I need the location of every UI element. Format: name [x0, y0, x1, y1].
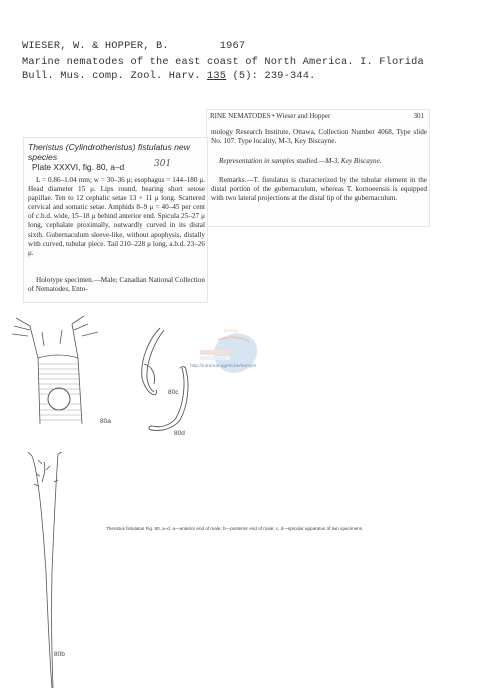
- citation-authors: WIESER, W. & HOPPER, B. 1967: [22, 40, 246, 52]
- species-description: L = 0.86–1.04 mm; w = 30–36 μ; esophagus = 144–180 μ. Head diameter 15 μ. Lips round, bearing short setose papillae. Ten to 12 cephalic setae 13 + 11 μ long. Scattered cervical and somatic setae. Amphids 8–9 μ = 40–45 per cent of c.b.d. wide, 15–18 μ behind anterior end. Spicula 25–27 μ long, cephalate proximally, outwardly curved in its distal sixth. Gubernaculum sleeve-like, without apophysis, distally with curved, tubular piece. Tail 210–228 μ long, a.b.d. 23–26 μ.: [28, 176, 205, 257]
- article-clipping-right: [207, 110, 429, 226]
- citation-title: Marine nematodes of the east coast of North America. I. Florida: [22, 56, 424, 68]
- page-number: 301: [413, 112, 424, 120]
- plate-reference: Plate XXXVI, fig. 80, a–d: [32, 162, 125, 172]
- handwritten-page-number: 301: [154, 159, 172, 169]
- representation-paragraph: Representation in samples studied.—M-3, Key Biscayne.: [219, 157, 382, 165]
- label-80a: 80a: [100, 418, 111, 425]
- figure-caption: Theristus fistulatus Fig. 80, a–d. a—anterior end of male; b—posterior end of male; c, d—spicular apparatus of two specimens.: [106, 526, 364, 531]
- nemys-logo: [196, 320, 276, 380]
- figure-80d-spicule: [142, 364, 202, 444]
- label-80c: 80c: [168, 389, 179, 396]
- label-80b: 80b: [54, 651, 65, 658]
- svg-text:Nemys: Nemys: [224, 328, 239, 333]
- holotype-paragraph: Holotype specimen.—Male; Canadian National Collection of Nematodes, Ento-: [28, 276, 205, 294]
- article-clipping-left: [24, 138, 207, 302]
- running-head: RINE NEMATODES • Wieser and Hopper 301: [210, 112, 424, 120]
- label-80d: 80d: [174, 430, 185, 437]
- citation-volume: 135: [207, 70, 227, 82]
- figure-80a-anterior-end: [8, 316, 118, 426]
- citation-journal: Bull. Mus. comp. Zool. Harv. 135 (5): 239-344.: [22, 70, 316, 82]
- collection-paragraph: mology Research Institute, Ottawa, Collection Number 4068, Type slide No. 107. Type locality, M-3, Key Biscayne.: [211, 128, 427, 146]
- watermark-url: http://intramar.ugent.be/nemys/: [190, 364, 257, 369]
- species-title: Theristus (Cylindrotheristus) fistulatus new species: [28, 142, 190, 162]
- remarks-paragraph: Remarks.—T. fistulatus is characterized by the tubular element in the distal portion of the gubernaculum, whereas T. kornoeensis is equipped with two lateral projections at the distal tip of the gubernaculum.: [211, 176, 427, 203]
